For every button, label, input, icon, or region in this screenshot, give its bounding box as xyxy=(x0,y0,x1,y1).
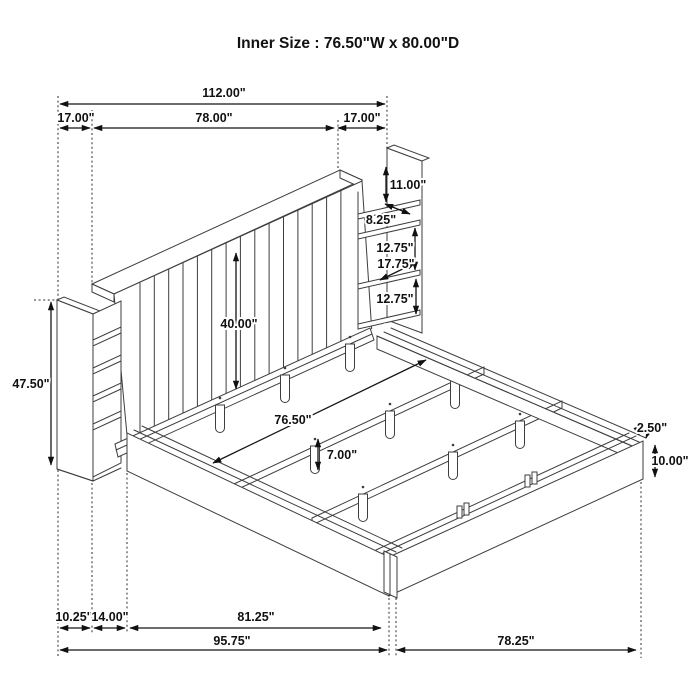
dim-cubby-upper: 12.75" xyxy=(376,241,414,255)
left-pier xyxy=(57,297,121,481)
support-leg xyxy=(449,452,458,480)
dim-shelf-depth: 8.25" xyxy=(365,213,397,227)
dim-pier-height: 47.50" xyxy=(12,377,50,391)
support-leg xyxy=(281,375,290,403)
dim-overall-width: 112.00" xyxy=(202,86,246,100)
dim-cubby-diagonal: 17.75" xyxy=(377,257,415,271)
title-inner-size: Inner Size : 76.50"W x 80.00"D xyxy=(236,35,460,52)
dim-leg-height: 7.00" xyxy=(326,448,358,462)
dim-headboard-width: 78.00" xyxy=(195,111,233,125)
dim-cubby-lower: 12.75" xyxy=(376,292,414,306)
support-leg xyxy=(216,405,225,433)
dim-footboard-width: 78.25" xyxy=(497,634,535,648)
dim-pier-to-rail-gap: 14.00" xyxy=(91,610,129,624)
dim-slat-deck-length: 81.25" xyxy=(237,610,275,624)
dim-right-pier-width: 17.00" xyxy=(343,111,381,125)
left-pier-outer-panel xyxy=(57,300,93,481)
dim-rail-ledge: 2.50" xyxy=(636,421,668,435)
dim-pier-depth-bottom: 10.25" xyxy=(55,610,93,624)
support-leg xyxy=(346,344,355,372)
dim-overall-depth: 95.75" xyxy=(213,634,251,648)
dim-left-pier-width: 17.00" xyxy=(57,111,95,125)
dim-headboard-height: 40.00" xyxy=(220,317,258,331)
support-leg xyxy=(359,494,368,522)
dim-rail-height: 10.00" xyxy=(651,454,689,468)
support-leg xyxy=(386,411,395,439)
support-leg xyxy=(516,421,525,449)
support-leg xyxy=(451,381,460,409)
dim-inner-width: 76.50" xyxy=(274,413,312,427)
dim-cubby-top: 11.00" xyxy=(389,178,427,192)
